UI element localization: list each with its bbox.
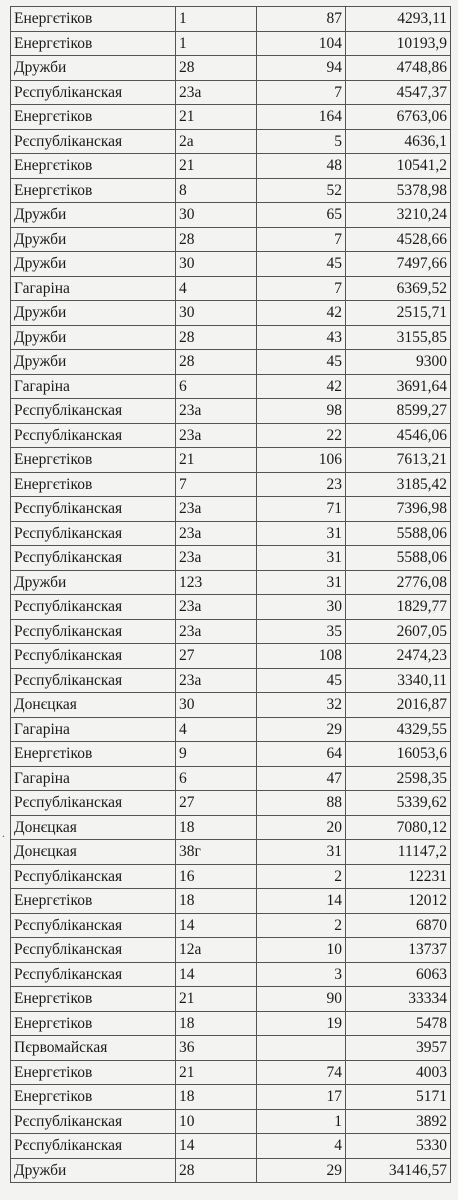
table-row (11, 497, 451, 522)
cell-street: Енергєтіков (11, 31, 176, 56)
cell-amount: 8599,27 (346, 399, 451, 424)
cell-apartment-number: 7 (257, 227, 346, 252)
cell-house-number: 10 (176, 1109, 257, 1134)
cell-amount: 3691,64 (346, 374, 451, 399)
cell-house-number: 23а (176, 497, 257, 522)
cell-apartment-number: 20 (257, 815, 346, 840)
cell-house-number: 7 (176, 472, 257, 497)
table-row (11, 864, 451, 889)
cell-house-number: 23а (176, 619, 257, 644)
cell-amount: 10541,2 (346, 154, 451, 179)
cell-house-number: 14 (176, 913, 257, 938)
cell-street: Енергєтіков (11, 987, 176, 1012)
cell-house-number: 18 (176, 1011, 257, 1036)
cell-apartment-number: 43 (257, 325, 346, 350)
table-row (11, 570, 451, 595)
cell-amount: 3340,11 (346, 668, 451, 693)
table-row (11, 276, 451, 301)
table-row (11, 840, 451, 865)
cell-house-number: 14 (176, 962, 257, 987)
cell-amount: 5171 (346, 1085, 451, 1110)
table-row (11, 31, 451, 56)
cell-street: Гагаріна (11, 374, 176, 399)
cell-apartment-number: 7 (257, 276, 346, 301)
cell-house-number: 123 (176, 570, 257, 595)
cell-house-number: 27 (176, 644, 257, 669)
cell-amount: 9300 (346, 350, 451, 375)
table-row (11, 668, 451, 693)
cell-street: Донєцкая (11, 693, 176, 718)
cell-street: Дружби (11, 301, 176, 326)
cell-house-number: 21 (176, 448, 257, 473)
cell-street: Рєспубліканская (11, 791, 176, 816)
cell-apartment-number: 4 (257, 1134, 346, 1159)
cell-amount: 2016,87 (346, 693, 451, 718)
cell-street: Рєспубліканская (11, 521, 176, 546)
cell-amount: 6063 (346, 962, 451, 987)
cell-street: Рєспубліканская (11, 938, 176, 963)
cell-street: Енергєтіков (11, 1060, 176, 1085)
table-row (11, 742, 451, 767)
cell-street: Енергєтіков (11, 154, 176, 179)
cell-amount: 3957 (346, 1036, 451, 1061)
cell-street: Енергєтіков (11, 1011, 176, 1036)
table-row (11, 105, 451, 130)
cell-street: Рєспубліканская (11, 913, 176, 938)
cell-apartment-number: 35 (257, 619, 346, 644)
cell-street: Рєспубліканская (11, 80, 176, 105)
cell-house-number: 23а (176, 80, 257, 105)
cell-house-number: 16 (176, 864, 257, 889)
cell-apartment-number: 7 (257, 80, 346, 105)
cell-amount: 4528,66 (346, 227, 451, 252)
cell-amount: 4547,37 (346, 80, 451, 105)
cell-amount: 7080,12 (346, 815, 451, 840)
cell-amount: 4293,11 (346, 7, 451, 32)
table-row (11, 301, 451, 326)
cell-amount: 11147,2 (346, 840, 451, 865)
cell-street: Гагаріна (11, 766, 176, 791)
cell-apartment-number: 88 (257, 791, 346, 816)
cell-amount: 2607,05 (346, 619, 451, 644)
cell-house-number: 21 (176, 1060, 257, 1085)
cell-apartment-number: 42 (257, 301, 346, 326)
cell-apartment-number: 29 (257, 717, 346, 742)
cell-street: Дружби (11, 325, 176, 350)
cell-street: Енергєтіков (11, 1085, 176, 1110)
table-row (11, 7, 451, 32)
cell-amount: 6763,06 (346, 105, 451, 130)
cell-apartment-number: 45 (257, 350, 346, 375)
cell-street: Рєспубліканская (11, 497, 176, 522)
cell-house-number: 23а (176, 546, 257, 571)
cell-street: Дружби (11, 570, 176, 595)
cell-apartment-number: 3 (257, 962, 346, 987)
cell-amount: 4546,06 (346, 423, 451, 448)
table-row (11, 1158, 451, 1183)
cell-street: Дружби (11, 227, 176, 252)
table-row (11, 1134, 451, 1159)
cell-apartment-number: 47 (257, 766, 346, 791)
table-row (11, 56, 451, 81)
cell-street: Рєспубліканская (11, 962, 176, 987)
cell-house-number: 30 (176, 203, 257, 228)
cell-house-number: 23а (176, 668, 257, 693)
cell-amount: 2474,23 (346, 644, 451, 669)
cell-house-number: 28 (176, 350, 257, 375)
cell-apartment-number: 45 (257, 668, 346, 693)
table-row (11, 987, 451, 1012)
cell-street: Рєспубліканская (11, 1134, 176, 1159)
table-row (11, 178, 451, 203)
cell-apartment-number: 108 (257, 644, 346, 669)
cell-street: Рєспубліканская (11, 129, 176, 154)
table-row (11, 1036, 451, 1061)
cell-apartment-number: 31 (257, 521, 346, 546)
table-row (11, 521, 451, 546)
cell-amount: 5588,06 (346, 546, 451, 571)
cell-amount: 1829,77 (346, 595, 451, 620)
cell-house-number: 30 (176, 301, 257, 326)
table-row (11, 252, 451, 277)
cell-amount: 13737 (346, 938, 451, 963)
cell-amount: 3210,24 (346, 203, 451, 228)
cell-amount: 6870 (346, 913, 451, 938)
table-body (11, 7, 451, 1183)
cell-house-number: 4 (176, 276, 257, 301)
cell-street: Рєспубліканская (11, 546, 176, 571)
table-row (11, 1011, 451, 1036)
cell-street: Рєспубліканская (11, 1109, 176, 1134)
table-row (11, 962, 451, 987)
cell-amount: 4329,55 (346, 717, 451, 742)
cell-amount: 4003 (346, 1060, 451, 1085)
cell-apartment-number: 22 (257, 423, 346, 448)
cell-apartment-number: 5 (257, 129, 346, 154)
cell-apartment-number: 48 (257, 154, 346, 179)
cell-apartment-number: 31 (257, 570, 346, 595)
cell-apartment-number: 29 (257, 1158, 346, 1183)
margin-mark: . (2, 826, 5, 840)
cell-amount: 5378,98 (346, 178, 451, 203)
cell-street: Енергєтіков (11, 742, 176, 767)
table-row (11, 644, 451, 669)
cell-apartment-number: 52 (257, 178, 346, 203)
cell-house-number: 28 (176, 56, 257, 81)
cell-amount: 6369,52 (346, 276, 451, 301)
address-debt-table (10, 6, 451, 1183)
cell-house-number: 23а (176, 521, 257, 546)
cell-street: Рєспубліканская (11, 644, 176, 669)
cell-house-number: 21 (176, 987, 257, 1012)
table-row (11, 399, 451, 424)
cell-amount: 3892 (346, 1109, 451, 1134)
table-row (11, 203, 451, 228)
cell-house-number: 28 (176, 325, 257, 350)
cell-street: Рєспубліканская (11, 864, 176, 889)
cell-amount: 4636,1 (346, 129, 451, 154)
table-row (11, 1109, 451, 1134)
cell-street: Рєспубліканская (11, 619, 176, 644)
cell-apartment-number (257, 1036, 346, 1061)
cell-amount: 5478 (346, 1011, 451, 1036)
cell-apartment-number: 94 (257, 56, 346, 81)
cell-house-number: 2а (176, 129, 257, 154)
table-row (11, 1060, 451, 1085)
cell-amount: 2598,35 (346, 766, 451, 791)
cell-house-number: 1 (176, 31, 257, 56)
table-row (11, 154, 451, 179)
cell-house-number: 23а (176, 399, 257, 424)
cell-street: Гагаріна (11, 717, 176, 742)
cell-apartment-number: 87 (257, 7, 346, 32)
cell-apartment-number: 1 (257, 1109, 346, 1134)
table-row (11, 791, 451, 816)
cell-amount: 3185,42 (346, 472, 451, 497)
cell-apartment-number: 106 (257, 448, 346, 473)
table-row (11, 546, 451, 571)
cell-apartment-number: 10 (257, 938, 346, 963)
cell-house-number: 23а (176, 423, 257, 448)
cell-house-number: 23а (176, 595, 257, 620)
cell-apartment-number: 42 (257, 374, 346, 399)
cell-amount: 5339,62 (346, 791, 451, 816)
table-row (11, 1085, 451, 1110)
cell-apartment-number: 71 (257, 497, 346, 522)
table-row (11, 80, 451, 105)
table-row (11, 423, 451, 448)
cell-amount: 5330 (346, 1134, 451, 1159)
table-row (11, 227, 451, 252)
cell-house-number: 30 (176, 252, 257, 277)
cell-house-number: 18 (176, 1085, 257, 1110)
cell-house-number: 21 (176, 105, 257, 130)
table-row (11, 325, 451, 350)
cell-apartment-number: 30 (257, 595, 346, 620)
cell-apartment-number: 104 (257, 31, 346, 56)
table-row (11, 815, 451, 840)
cell-amount: 16053,6 (346, 742, 451, 767)
cell-apartment-number: 19 (257, 1011, 346, 1036)
cell-amount: 7497,66 (346, 252, 451, 277)
table-row (11, 938, 451, 963)
cell-street: Енергєтіков (11, 178, 176, 203)
cell-amount: 12012 (346, 889, 451, 914)
cell-house-number: 28 (176, 227, 257, 252)
cell-house-number: 1 (176, 7, 257, 32)
table-row (11, 448, 451, 473)
cell-house-number: 21 (176, 154, 257, 179)
cell-apartment-number: 2 (257, 864, 346, 889)
cell-street: Дружби (11, 252, 176, 277)
cell-amount: 34146,57 (346, 1158, 451, 1183)
cell-amount: 5588,06 (346, 521, 451, 546)
cell-amount: 2515,71 (346, 301, 451, 326)
table-row (11, 595, 451, 620)
cell-street: Рєспубліканская (11, 423, 176, 448)
cell-house-number: 18 (176, 889, 257, 914)
table-row (11, 693, 451, 718)
table-row (11, 913, 451, 938)
cell-amount: 33334 (346, 987, 451, 1012)
cell-house-number: 14 (176, 1134, 257, 1159)
table-row (11, 472, 451, 497)
table-row (11, 129, 451, 154)
cell-amount: 10193,9 (346, 31, 451, 56)
cell-house-number: 18 (176, 815, 257, 840)
cell-house-number: 6 (176, 766, 257, 791)
cell-street: Дружби (11, 350, 176, 375)
cell-house-number: 30 (176, 693, 257, 718)
cell-apartment-number: 32 (257, 693, 346, 718)
cell-apartment-number: 64 (257, 742, 346, 767)
cell-street: Донєцкая (11, 815, 176, 840)
cell-street: Енергєтіков (11, 7, 176, 32)
cell-street: Донєцкая (11, 840, 176, 865)
cell-house-number: 4 (176, 717, 257, 742)
cell-amount: 12231 (346, 864, 451, 889)
cell-house-number: 28 (176, 1158, 257, 1183)
cell-street: Дружби (11, 1158, 176, 1183)
cell-amount: 3155,85 (346, 325, 451, 350)
table-row (11, 766, 451, 791)
cell-apartment-number: 45 (257, 252, 346, 277)
cell-house-number: 27 (176, 791, 257, 816)
cell-street: Рєспубліканская (11, 595, 176, 620)
cell-apartment-number: 90 (257, 987, 346, 1012)
cell-apartment-number: 164 (257, 105, 346, 130)
cell-street: Рєспубліканская (11, 399, 176, 424)
cell-street: Енергєтіков (11, 105, 176, 130)
cell-amount: 4748,86 (346, 56, 451, 81)
cell-amount: 2776,08 (346, 570, 451, 595)
table-row (11, 350, 451, 375)
table-row (11, 374, 451, 399)
cell-house-number: 8 (176, 178, 257, 203)
table-row (11, 619, 451, 644)
cell-amount: 7613,21 (346, 448, 451, 473)
cell-street: Гагаріна (11, 276, 176, 301)
cell-apartment-number: 31 (257, 546, 346, 571)
cell-street: Енергєтіков (11, 472, 176, 497)
cell-street: Пєрвомайская (11, 1036, 176, 1061)
cell-apartment-number: 17 (257, 1085, 346, 1110)
cell-apartment-number: 23 (257, 472, 346, 497)
cell-apartment-number: 31 (257, 840, 346, 865)
cell-street: Дружби (11, 203, 176, 228)
cell-street: Енергєтіков (11, 448, 176, 473)
cell-street: Рєспубліканская (11, 668, 176, 693)
cell-apartment-number: 14 (257, 889, 346, 914)
cell-house-number: 38г (176, 840, 257, 865)
cell-house-number: 36 (176, 1036, 257, 1061)
cell-amount: 7396,98 (346, 497, 451, 522)
table-row (11, 717, 451, 742)
cell-house-number: 12а (176, 938, 257, 963)
cell-street: Енергєтіков (11, 889, 176, 914)
cell-apartment-number: 98 (257, 399, 346, 424)
cell-house-number: 6 (176, 374, 257, 399)
cell-house-number: 9 (176, 742, 257, 767)
cell-apartment-number: 74 (257, 1060, 346, 1085)
table-row (11, 889, 451, 914)
cell-apartment-number: 2 (257, 913, 346, 938)
cell-street: Дружби (11, 56, 176, 81)
cell-apartment-number: 65 (257, 203, 346, 228)
